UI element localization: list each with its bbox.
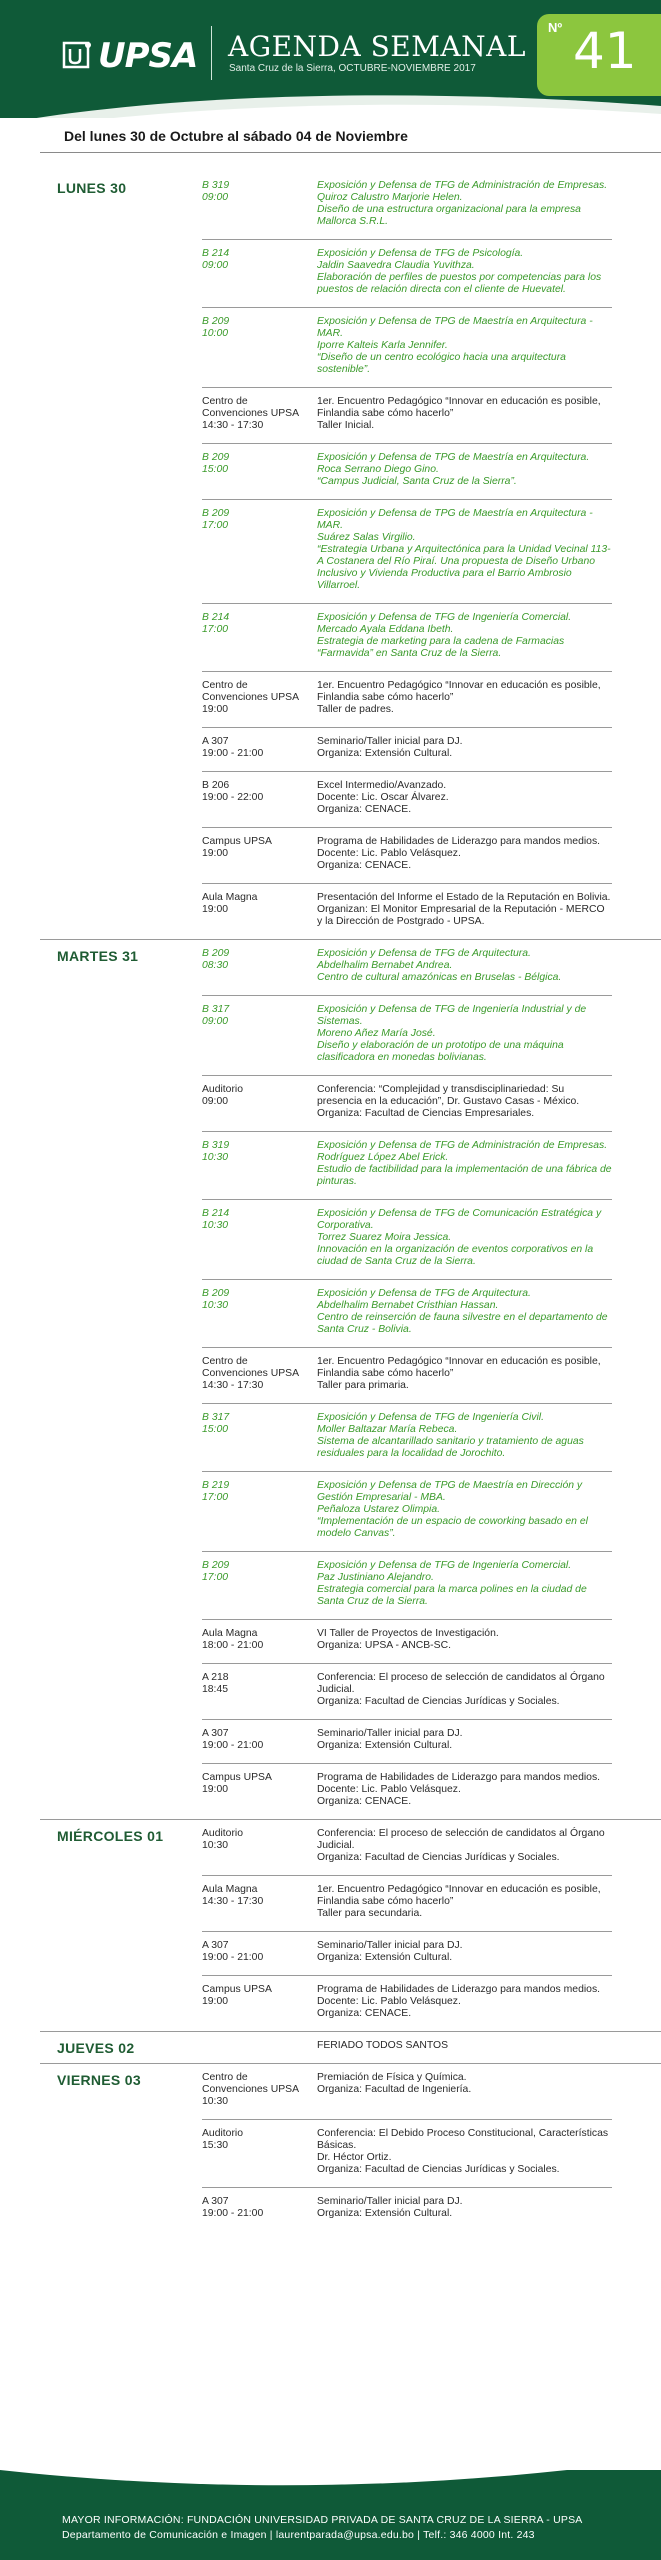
event-description-line: Exposición y Defensa de TPG de Maestría en Arquitectura - MAR.	[317, 316, 593, 339]
footer-wave-decoration	[0, 2470, 661, 2496]
event-description-line: Exposición y Defensa de TFG de Ingeniería Comercial.	[317, 1560, 572, 1571]
event-row	[202, 388, 612, 444]
event-description	[317, 2040, 612, 2052]
event-description-line: Abdelhalim Bernabet Andrea.	[317, 960, 453, 971]
upsa-logo	[62, 36, 197, 76]
event-description-line: Exposición y Defensa de TFG de Comunicación Estratégica y Corporativa.	[317, 1208, 602, 1231]
event-row	[202, 1132, 612, 1200]
event-description-line: Organiza: CENACE.	[317, 804, 412, 815]
event-description-line: Conferencia: El proceso de selección de candidatos al Órgano Judicial.	[317, 1828, 605, 1851]
event-description-line: Exposición y Defensa de TFG de Ingeniería Comercial.	[317, 612, 572, 623]
event-description	[317, 1940, 612, 1964]
event-description	[317, 316, 612, 376]
event-description-line: Seminario/Taller inicial para DJ.	[317, 736, 463, 747]
event-description-line: Exposición y Defensa de TFG de Administración de Empresas.	[317, 1140, 608, 1151]
event-location-time: B 219 17:00	[202, 1480, 230, 1503]
issue-number: 41	[573, 22, 637, 80]
event-row	[202, 828, 612, 884]
event-location-time: Auditorio 09:00	[202, 1084, 244, 1107]
day-section	[0, 2032, 661, 2063]
event-description	[317, 396, 612, 432]
event-description-line: Exposición y Defensa de TPG de Maestría en Dirección y Gestión Empresarial - MBA.	[317, 1480, 583, 1503]
event-description-line: Estrategia comercial para la marca polines en la ciudad de Santa Cruz de la Sierra.	[317, 1584, 587, 1607]
event-description-line: 1er. Encuentro Pedagógico “Innovar en educación es posible, Finlandia sabe cómo hacerlo”	[317, 1356, 601, 1379]
event-location-time: Aula Magna 18:00 - 21:00	[202, 1628, 264, 1651]
event-description-line: Roca Serrano Diego Gino.	[317, 464, 439, 475]
day-name: MARTES 31	[57, 948, 139, 964]
event-description-line: Programa de Habilidades de Liderazgo para mandos medios.	[317, 836, 601, 847]
event-description-line: Centro de reinserción de fauna silvestre en el departamento de Santa Cruz - Bolivia.	[317, 1312, 608, 1335]
event-description-line: Exposición y Defensa de TFG de Psicología.	[317, 248, 524, 259]
event-description-line: Organiza: Extensión Cultural.	[317, 1952, 453, 1963]
event-description-line: Conferencia: El Debido Proceso Constitucional, Características Básicas.	[317, 2128, 609, 2151]
day-name: JUEVES 02	[57, 2040, 135, 2056]
event-description-line: Docente: Lic. Oscar Álvarez.	[317, 792, 449, 803]
event-description-line: 1er. Encuentro Pedagógico “Innovar en educación es posible, Finlandia sabe cómo hacerlo”	[317, 396, 601, 419]
event-description-line: Innovación en la organización de eventos corporativos en la ciudad de Santa Cruz de la Sierra.	[317, 1244, 594, 1267]
event-location-time: Auditorio 15:30	[202, 2128, 244, 2151]
event-description-line: Diseño y elaboración de un prototipo de una máquina clasificadora en monedas bolivianas.	[317, 1040, 564, 1063]
event-description-line: Estrategia de marketing para la cadena de Farmacias “Farmavida” en Santa Cruz de la Sierra.	[317, 636, 565, 659]
event-description-line: Organiza: Facultad de Ciencias Jurídicas y Sociales.	[317, 1696, 560, 1707]
event-description	[317, 1828, 612, 1864]
event-description	[317, 248, 612, 296]
event-description-line: Estudio de factibilidad para la implementación de una fábrica de pinturas.	[317, 1164, 612, 1187]
event-description-line: Docente: Lic. Pablo Velásquez.	[317, 848, 461, 859]
event-description-line: Conferencia: “Complejidad y transdisciplinariedad: Su presencia en la educación”, Dr. Gustavo Casas - México.	[317, 1084, 580, 1107]
event-row	[202, 604, 612, 672]
event-description-line: Exposición y Defensa de TFG de Ingeniería Civil.	[317, 1412, 544, 1423]
footer-banner	[0, 2470, 661, 2560]
event-description-line: Exposición y Defensa de TPG de Maestría en Arquitectura.	[317, 452, 590, 463]
event-description-line: Exposición y Defensa de TFG de Arquitectura.	[317, 1288, 531, 1299]
page-subtitle: Santa Cruz de la Sierra, OCTUBRE-NOVIEMBRE 2017	[229, 63, 476, 74]
event-row	[202, 1820, 612, 1876]
event-location-time: B 317 09:00	[202, 1004, 230, 1027]
event-location-time: B 209 15:00	[202, 452, 230, 475]
event-description-line: Torrez Suarez Moira Jessica.	[317, 1232, 452, 1243]
event-description-line: Abdelhalim Bernabet Cristhian Hassan.	[317, 1300, 499, 1311]
event-row	[202, 1404, 612, 1472]
event-description	[317, 892, 612, 928]
event-location-time: B 317 15:00	[202, 1412, 230, 1435]
event-location-time: B 319 10:30	[202, 1140, 230, 1163]
event-location-time: Centro de Convenciones UPSA 10:30	[202, 2072, 300, 2107]
event-description-line: Excel Intermedio/Avanzado.	[317, 780, 447, 791]
event-row	[202, 772, 612, 828]
event-description-line: “Campus Judicial, Santa Cruz de la Sierra”.	[317, 476, 517, 487]
event-location-time: Aula Magna 19:00	[202, 892, 258, 915]
event-row	[202, 2032, 612, 2063]
event-description-line: “Diseño de un centro ecológico hacia una arquitectura sostenible”.	[317, 352, 566, 375]
event-description	[317, 1984, 612, 2020]
event-row	[202, 1472, 612, 1552]
event-row	[202, 884, 612, 939]
event-description-line: Rodríguez López Abel Erick.	[317, 1152, 449, 1163]
event-row	[202, 2120, 612, 2188]
event-description-line: Organiza: Extensión Cultural.	[317, 2208, 453, 2219]
day-section	[0, 172, 661, 939]
event-description-line: Exposición y Defensa de TFG de Arquitectura.	[317, 948, 531, 959]
event-description	[317, 736, 612, 760]
event-row	[202, 1552, 612, 1620]
event-row	[202, 1348, 612, 1404]
event-row	[202, 308, 612, 388]
event-row	[202, 2188, 612, 2231]
day-name: VIERNES 03	[57, 2072, 141, 2088]
event-description-line: Docente: Lic. Pablo Velásquez.	[317, 1996, 461, 2007]
event-location-time: Centro de Convenciones UPSA 14:30 - 17:30	[202, 396, 300, 431]
event-location-time: A 307 19:00 - 21:00	[202, 736, 264, 759]
event-description-line: Seminario/Taller inicial para DJ.	[317, 1728, 463, 1739]
event-location-time: B 209 17:00	[202, 1560, 230, 1583]
event-row	[202, 240, 612, 308]
event-description-line: Sistema de alcantarillado sanitario y tratamiento de aguas residuales para la localidad de Jorochito.	[317, 1436, 584, 1459]
date-range: Del lunes 30 de Octubre al sábado 04 de Noviembre	[64, 128, 408, 144]
footer-contact-details: Departamento de Comunicación e Imagen | laurentparada@upsa.edu.bo | Telf.: 346 4000 Int. 243	[62, 2529, 535, 2541]
event-description-line: Premiación de Física y Química.	[317, 2072, 467, 2083]
event-row	[202, 444, 612, 500]
event-description-line: Diseño de una estructura organizacional para la empresa Mallorca S.R.L.	[317, 204, 581, 227]
day-name: LUNES 30	[57, 180, 127, 196]
event-description	[317, 2128, 612, 2176]
event-row	[202, 1976, 612, 2031]
event-description-line: 1er. Encuentro Pedagógico “Innovar en educación es posible, Finlandia sabe cómo hacerlo”	[317, 680, 601, 703]
event-description-line: Dr. Héctor Ortiz.	[317, 2152, 392, 2163]
event-description-line: Organiza: CENACE.	[317, 2008, 412, 2019]
issue-number-label: Nº	[548, 20, 563, 35]
event-row	[202, 940, 612, 996]
event-location-time: B 209 10:30	[202, 1288, 230, 1311]
event-description	[317, 2196, 612, 2220]
event-description	[317, 948, 612, 984]
event-description-line: “Implementación de un espacio de coworking basado en el modelo Canvas”.	[317, 1516, 588, 1539]
event-location-time: Campus UPSA 19:00	[202, 1984, 272, 2007]
event-description-line: Iporre Kalteis Karla Jennifer.	[317, 340, 448, 351]
event-description	[317, 180, 612, 228]
event-description-line: Organiza: Extensión Cultural.	[317, 1740, 453, 1751]
event-description-line: Organiza: Facultad de Ciencias Jurídicas y Sociales.	[317, 1852, 560, 1863]
event-description-line: Moller Baltazar María Rebeca.	[317, 1424, 458, 1435]
event-row	[202, 1200, 612, 1280]
event-location-time: B 209 17:00	[202, 508, 230, 531]
event-description-line: Jaldin Saavedra Claudia Yuvithza.	[317, 260, 475, 271]
event-description-line: Organizan: El Monitor Empresarial de la Reputación - MERCO y la Dirección de Postgrado - UPSA.	[317, 904, 605, 927]
event-description-line: Taller Inicial.	[317, 420, 375, 431]
event-description-line: Taller para primaria.	[317, 1380, 409, 1391]
event-location-time: B 209 10:00	[202, 316, 230, 339]
event-description-line: Conferencia: El proceso de selección de candidatos al Órgano Judicial.	[317, 1672, 605, 1695]
event-row	[202, 1076, 612, 1132]
event-row	[202, 996, 612, 1076]
event-description	[317, 1480, 612, 1540]
event-description-line: 1er. Encuentro Pedagógico “Innovar en educación es posible, Finlandia sabe cómo hacerlo”	[317, 1884, 601, 1907]
upsa-logo-mark-icon	[62, 39, 94, 73]
event-location-time: B 209 08:30	[202, 948, 230, 971]
event-row	[202, 1876, 612, 1932]
event-description	[317, 1004, 612, 1064]
event-description	[317, 1140, 612, 1188]
event-description	[317, 2072, 612, 2108]
event-description	[317, 680, 612, 716]
event-location-time: B 319 09:00	[202, 180, 230, 203]
event-description-line: Exposición y Defensa de TFG de Administración de Empresas.	[317, 180, 608, 191]
event-row	[202, 500, 612, 604]
event-row	[202, 172, 612, 240]
event-description-line: Paz Justiniano Alejandro.	[317, 1572, 434, 1583]
event-location-time: B 206 19:00 - 22:00	[202, 780, 264, 803]
event-location-time: Centro de Convenciones UPSA 14:30 - 17:30	[202, 1356, 300, 1391]
event-description-line: Seminario/Taller inicial para DJ.	[317, 2196, 463, 2207]
event-description	[317, 612, 612, 660]
day-section	[0, 1820, 661, 2031]
footer-contact-title: MAYOR INFORMACIÓN: FUNDACIÓN UNIVERSIDAD PRIVADA DE SANTA CRUZ DE LA SIERRA - UPSA	[62, 2514, 583, 2526]
event-description-line: Taller de padres.	[317, 704, 394, 715]
day-section	[0, 940, 661, 1819]
event-row	[202, 1932, 612, 1976]
event-location-time: Aula Magna 14:30 - 17:30	[202, 1884, 264, 1907]
event-location-time	[202, 2040, 317, 2052]
event-description-line: Docente: Lic. Pablo Velásquez.	[317, 1784, 461, 1795]
event-description-line: Elaboración de perfiles de puestos por competencias para los puestos de relación directa con el cliente de Huevatel.	[317, 272, 602, 295]
event-description	[317, 1628, 612, 1652]
event-location-time: B 214 17:00	[202, 612, 230, 635]
event-description-line: Organiza: Extensión Cultural.	[317, 748, 453, 759]
event-description	[317, 1356, 612, 1392]
event-description	[317, 1884, 612, 1920]
day-name: MIÉRCOLES 01	[57, 1828, 164, 1844]
event-row	[202, 1720, 612, 1764]
event-description-line: VI Taller de Proyectos de Investigación.	[317, 1628, 499, 1639]
event-description	[317, 1412, 612, 1460]
event-description	[317, 836, 612, 872]
event-location-time: A 307 19:00 - 21:00	[202, 2196, 264, 2219]
event-description-line: Centro de cultural amazónicas en Bruselas - Bélgica.	[317, 972, 562, 983]
event-row	[202, 2064, 612, 2120]
event-description-line: Organiza: UPSA - ANCB-SC.	[317, 1640, 451, 1651]
event-location-time: A 307 19:00 - 21:00	[202, 1728, 264, 1751]
event-description-line: Exposición y Defensa de TFG de Ingeniería Industrial y de Sistemas.	[317, 1004, 587, 1027]
event-description	[317, 508, 612, 592]
event-description	[317, 1672, 612, 1708]
event-description	[317, 1288, 612, 1336]
event-row	[202, 1620, 612, 1664]
event-location-time: B 214 09:00	[202, 248, 230, 271]
date-range-divider	[40, 152, 661, 153]
logo-text: UPSA	[98, 36, 198, 76]
event-location-time: Auditorio 10:30	[202, 1828, 244, 1851]
event-description-line: Quiroz Calustro Marjorie Helen.	[317, 192, 463, 203]
agenda-list	[0, 172, 661, 2231]
event-description-line: Programa de Habilidades de Liderazgo para mandos medios.	[317, 1772, 601, 1783]
event-row	[202, 1664, 612, 1720]
event-description-line: Seminario/Taller inicial para DJ.	[317, 1940, 463, 1951]
event-description	[317, 1772, 612, 1808]
event-location-time: A 218 18:45	[202, 1672, 229, 1695]
event-row	[202, 672, 612, 728]
event-location-time: A 307 19:00 - 21:00	[202, 1940, 264, 1963]
event-description-line: Mercado Ayala Eddana Ibeth.	[317, 624, 454, 635]
event-description-line: “Estrategia Urbana y Arquitectónica para la Unidad Vecinal 113-A Costanera del Río Piraí. Una propuesta de Diseño Urbano Inclusivo y Vivienda Productiva para el Barrio Ambrosio Villarroel.	[317, 544, 611, 591]
day-section	[0, 2064, 661, 2231]
event-location-time: Campus UPSA 19:00	[202, 836, 272, 859]
event-description-line: Presentación del Informe el Estado de la Reputación en Bolivia.	[317, 892, 611, 903]
event-description-line: Programa de Habilidades de Liderazgo para mandos medios.	[317, 1984, 601, 1995]
event-description-line: Exposición y Defensa de TPG de Maestría en Arquitectura - MAR.	[317, 508, 593, 531]
event-description-line: Taller para secundaria.	[317, 1908, 423, 1919]
event-row	[202, 1280, 612, 1348]
event-location-time: B 214 10:30	[202, 1208, 230, 1231]
event-description-line: Organiza: CENACE.	[317, 860, 412, 871]
event-row	[202, 728, 612, 772]
event-description	[317, 780, 612, 816]
event-description-line: Organiza: CENACE.	[317, 1796, 412, 1807]
page-title: AGENDA SEMANAL	[228, 30, 526, 63]
event-description	[317, 1728, 612, 1752]
event-location-time: Campus UPSA 19:00	[202, 1772, 272, 1795]
event-description	[317, 1208, 612, 1268]
event-description	[317, 1560, 612, 1608]
event-row	[202, 1764, 612, 1819]
header-divider	[211, 26, 212, 80]
event-description-line: FERIADO TODOS SANTOS	[317, 2040, 449, 2051]
event-description-line: Peñaloza Ustarez Olimpia.	[317, 1504, 441, 1515]
event-description-line: Organiza: Facultad de Ciencias Empresariales.	[317, 1108, 535, 1119]
event-description-line: Organiza: Facultad de Ingeniería.	[317, 2084, 472, 2095]
event-description	[317, 1084, 612, 1120]
event-description	[317, 452, 612, 488]
event-description-line: Organiza: Facultad de Ciencias Jurídicas y Sociales.	[317, 2164, 560, 2175]
event-description-line: Moreno Añez María José.	[317, 1028, 436, 1039]
event-location-time: Centro de Convenciones UPSA 19:00	[202, 680, 300, 715]
header-banner	[0, 0, 661, 118]
event-description-line: Suárez Salas Virgilio.	[317, 532, 416, 543]
